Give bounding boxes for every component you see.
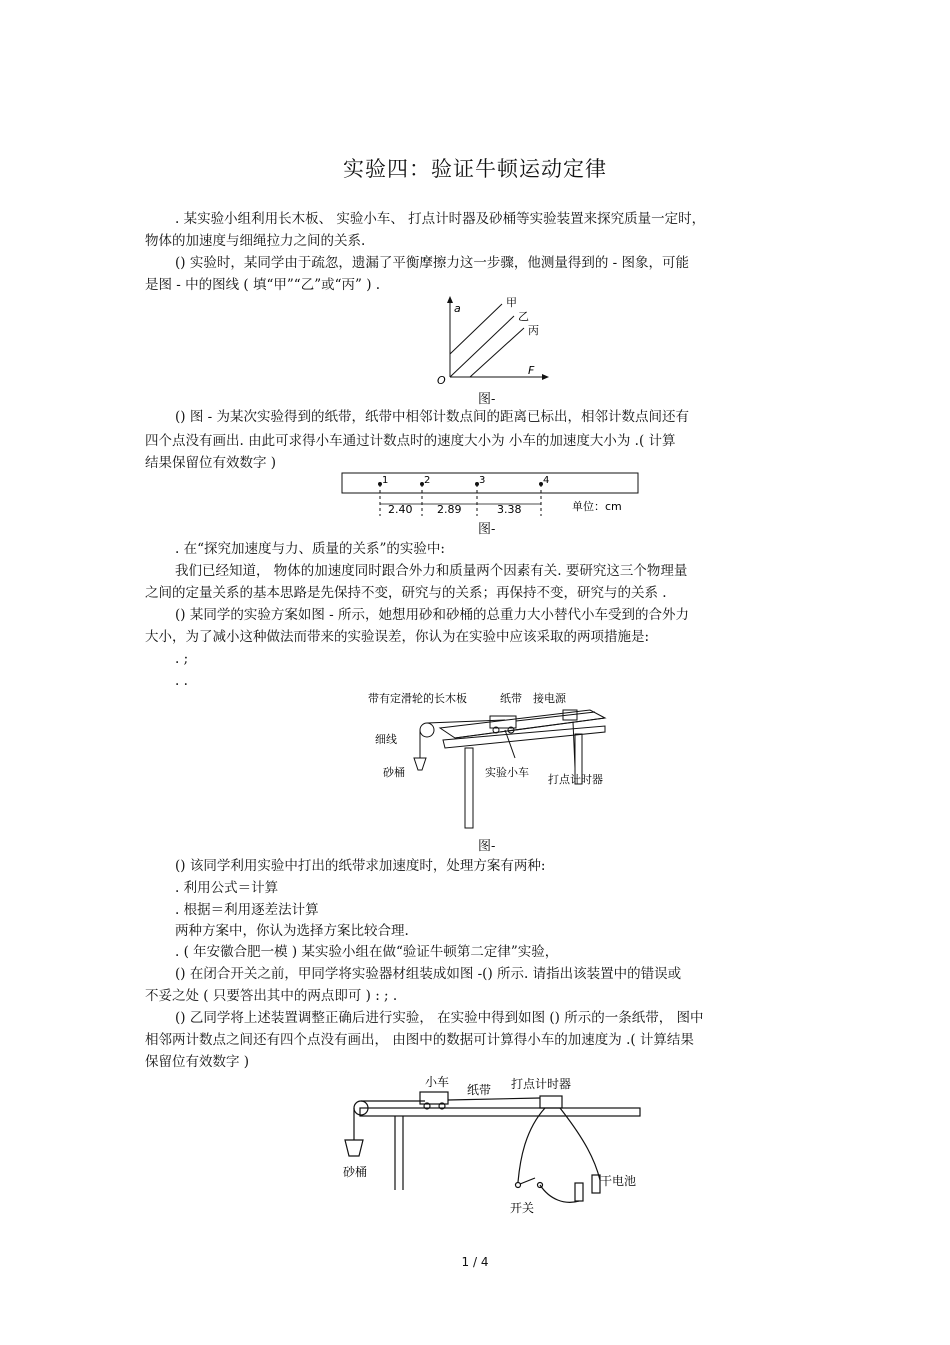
switch-label: 开关	[510, 1201, 535, 1215]
text-line: . .	[175, 673, 188, 689]
distance-label: 2.40	[388, 503, 413, 516]
paper-tape-figure	[340, 470, 640, 520]
timer-label: 打点计时器	[548, 773, 603, 786]
text-line: 四个点没有画出. 由此可求得小车通过计数点时的速度大小为 小车的加速度大小为 .( 计算	[145, 433, 676, 449]
curve-label-bing: 丙	[528, 324, 539, 337]
text-line: 之间的定量关系的基本思路是先保持不变，研究与的关系；再保持不变，研究与的关系 .	[145, 585, 667, 601]
text-line: () 实验时，某同学由于疏忽，遗漏了平衡摩擦力这一步骤，他测量得到的 - 图象，可能	[175, 255, 689, 271]
page-number: 1 / 4	[461, 1255, 489, 1269]
point-label: 2	[424, 475, 431, 486]
text-line: () 在闭合开关之前，甲同学将实验器材组装成如图 -() 所示. 请指出该装置中的错误或	[175, 966, 682, 982]
cart-label: 小车	[425, 1075, 450, 1089]
origin-label: O	[437, 374, 446, 387]
distance-label: 3.38	[497, 503, 522, 516]
battery-label: 干电池	[600, 1174, 637, 1188]
string-label: 细线	[375, 733, 397, 746]
text-line: . ( 年安徽合肥一模 ) 某实验小组在做“验证牛顿第二定律”实验，	[175, 944, 559, 960]
point-label: 4	[543, 475, 550, 486]
text-line: 我们已经知道， 物体的加速度同时跟合外力和质量两个因素有关. 要研究这三个物理量	[175, 563, 688, 579]
figure-caption: 图-	[478, 522, 496, 537]
text-line: 结果保留位有效数字 )	[145, 455, 277, 471]
curve-yi	[450, 316, 514, 377]
curve-label-jia: 甲	[506, 296, 517, 309]
power-label: 接电源	[533, 692, 566, 705]
text-line: 相邻两计数点之间还有四个点没有画出， 由图中的数据可计算得小车的加速度为 .( 计算结果	[145, 1032, 694, 1048]
text-line: . ;	[175, 651, 189, 667]
text-line: . 根据＝利用逐差法计算	[175, 902, 319, 918]
figure-caption: 图-	[478, 839, 496, 854]
tape-label: 纸带	[467, 1083, 492, 1097]
text-line: () 该同学利用实验中打出的纸带求加速度时，处理方案有两种:	[175, 858, 546, 874]
text-line: () 图 - 为某次实验得到的纸带，纸带中相邻计数点间的距离已标出，相邻计数点间还有	[175, 409, 689, 425]
text-line: 是图 - 中的图线 ( 填“甲”“乙”或“丙” ) .	[145, 277, 381, 293]
bucket-label: 砂桶	[343, 1165, 368, 1179]
board-label: 带有定滑轮的长木板	[368, 692, 467, 705]
text-line: () 乙同学将上述装置调整正确后进行实验， 在实验中得到如图 () 所示的一条纸带， 图中	[175, 1010, 704, 1026]
page-title: 实验四：验证牛顿运动定律	[343, 157, 607, 181]
point-label: 1	[382, 475, 389, 486]
cart-label: 实验小车	[485, 766, 529, 779]
distance-label: 2.89	[437, 503, 462, 516]
timer-label: 打点计时器	[511, 1077, 572, 1091]
text-line: 不妥之处 ( 只要答出其中的两点即可 ) : ; .	[145, 988, 398, 1004]
text-line: . 在“探究加速度与力、质量的关系”的实验中:	[175, 541, 445, 557]
apparatus-battery-figure	[335, 1070, 645, 1220]
text-line: 保留位有效数字 )	[145, 1054, 250, 1070]
apparatus-figure	[365, 688, 615, 833]
unit-label: 单位：cm	[572, 500, 622, 513]
point-label: 3	[479, 475, 486, 486]
curve-bing	[470, 328, 524, 377]
text-line: . 某实验小组利用长木板、 实验小车、 打点计时器及砂桶等实验装置来探究质量一定时，	[175, 211, 706, 227]
curve-label-yi: 乙	[518, 310, 529, 323]
text-line: 两种方案中，你认为选择方案比较合理.	[175, 923, 409, 939]
a-f-graph-figure	[420, 292, 560, 387]
text-line: 大小，为了减小这种做法而带来的实验误差，你认为在实验中应该采取的两项措施是:	[145, 629, 650, 645]
text-line: () 某同学的实验方案如图 - 所示，她想用砂和砂桶的总重力大小替代小车受到的合外力	[175, 607, 689, 623]
bucket-label: 砂桶	[383, 766, 405, 779]
axis-x-label: F	[528, 364, 535, 377]
figure-caption: 图-	[478, 392, 496, 407]
text-line: . 利用公式＝计算	[175, 880, 279, 896]
text-line: 物体的加速度与细绳拉力之间的关系.	[145, 233, 366, 249]
axis-y-label: a	[454, 302, 461, 315]
tape-label: 纸带	[500, 692, 522, 705]
